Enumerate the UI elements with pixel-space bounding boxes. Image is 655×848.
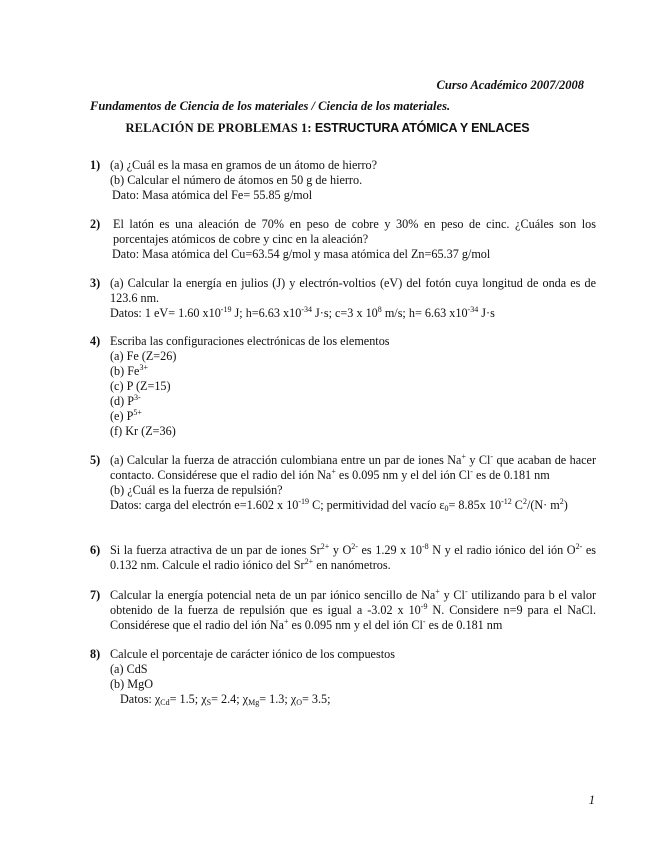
problem-5-b: (b) ¿Cuál es la fuerza de repulsión? bbox=[110, 483, 283, 497]
problem-4-c: (c) P (Z=15) bbox=[110, 379, 171, 393]
problem-1-b: (b) Calcular el número de átomos en 50 g de hierro. bbox=[110, 173, 363, 187]
problem-set-title-prefix: RELACIÓN DE PROBLEMAS 1: bbox=[125, 121, 315, 135]
problem-number: 6) bbox=[90, 543, 101, 557]
problem-2 bbox=[90, 217, 596, 262]
course-year: Curso Académico 2007/2008 bbox=[436, 78, 584, 92]
problem-number: 7) bbox=[90, 588, 101, 602]
problem-3-data: Datos: 1 eV= 1.60 $x10^{-19}$ J; h=6.63 $x10^{-34}$ J·s; c=3 x $10^8$ m/s; h= 6.63 $x10^{-34}$ J·s bbox=[110, 305, 495, 320]
problem-6-text: Si la fuerza atractiva de un par de iones $Sr^{2+}$ y $O^{2-}$ es 1.29 x $10^{-8}$ N y el radio iónico del ión $O^{2-}$ es 0.132 nm. Calcule el radio iónico del $Sr^{2+}$ en nanómetros. bbox=[110, 542, 596, 572]
problem-number: 3) bbox=[90, 276, 101, 290]
problem-1-a: (a) ¿Cuál es la masa en gramos de un átomo de hierro? bbox=[110, 158, 378, 172]
subject-title: Fundamentos de Ciencia de los materiales / Ciencia de los materiales. bbox=[90, 99, 451, 113]
problem-1 bbox=[90, 158, 596, 203]
page-number: 1 bbox=[588, 793, 595, 807]
problem-8 bbox=[90, 647, 596, 707]
problem-set-title-topic: ESTRUCTURA ATÓMICA Y ENLACES bbox=[314, 121, 530, 135]
problem-4-text: Escriba las configuraciones electrónicas de los elementos bbox=[110, 334, 390, 348]
problem-7-text: Calcular la energía potencial neta de un par iónico sencillo de Na+ y Cl- utilizando para b el valor obtenido de la fuerza de repulsión que es igual a -3.02 x $10^{-9}$ N. Considere n=9 para el NaCl. Considérese que el radio del ión Na+ es 0.095 nm y el del ión Cl- es de 0.181 nm bbox=[110, 587, 597, 632]
problem-4 bbox=[90, 334, 596, 439]
problem-8-data: Datos: $\chi_{Cd}= 1.5$; $\chi_S= 2.4$; $\chi_{Mg}= 1.3$; $\chi_O= 3.5$; bbox=[120, 692, 331, 707]
problem-4-f: (f) Kr (Z=36) bbox=[110, 424, 176, 438]
problem-number: 1) bbox=[90, 158, 101, 172]
problem-number: 5) bbox=[90, 453, 101, 467]
problem-number: 2) bbox=[90, 217, 101, 231]
problem-5 bbox=[90, 453, 596, 513]
problem-set-title bbox=[0, 121, 655, 136]
problem-4-b: (b) $Fe^{3+}$ bbox=[110, 363, 148, 378]
problem-number: 4) bbox=[90, 334, 101, 348]
problem-5-data: Datos: carga del electrón e=1.602 x $10^{-19}$ C; permitividad del vacío $\varepsilon_0= 8.85x$ $10^{-12}$ $C^2/(N\cdot m^2)$ bbox=[110, 497, 568, 513]
problem-4-e: (e) $P^{5+}$ bbox=[110, 408, 142, 423]
problem-7 bbox=[90, 588, 596, 633]
problem-6 bbox=[90, 543, 596, 573]
problem-8-text: Calcule el porcentaje de carácter iónico de los compuestos bbox=[110, 647, 395, 661]
problem-5-a: (a) Calcular la fuerza de atracción culombiana entre un par de iones Na+ y Cl- que acaban de hacer contacto. Considérese que el radio del ión Na+ es 0.095 nm y el del ión Cl- es de 0.181 nm bbox=[110, 452, 597, 482]
problem-3-text: (a) Calcular la energía en julios (J) y electrón-voltios (eV) del fotón cuya longitud de onda es de 123.6 nm. bbox=[110, 276, 596, 305]
problem-3 bbox=[90, 276, 596, 321]
problem-2-data: Dato: Masa atómica del Cu=63.54 g/mol y masa atómica del Zn=65.37 g/mol bbox=[112, 247, 491, 261]
problem-4-a: (a) Fe (Z=26) bbox=[110, 349, 177, 363]
problem-4-d: (d) $P^{3-}$ bbox=[110, 393, 141, 408]
problem-2-text: El latón es una aleación de 70% en peso de cobre y 30% en peso de cinc. ¿Cuáles son los porcentajes atómicos de cobre y cinc en la aleación? bbox=[113, 217, 596, 246]
problem-number: 8) bbox=[90, 647, 101, 661]
problem-8-b: (b) MgO bbox=[110, 677, 153, 691]
problem-8-a: (a) CdS bbox=[110, 662, 148, 676]
problem-1-data: Dato: Masa atómica del Fe= 55.85 g/mol bbox=[112, 188, 313, 202]
